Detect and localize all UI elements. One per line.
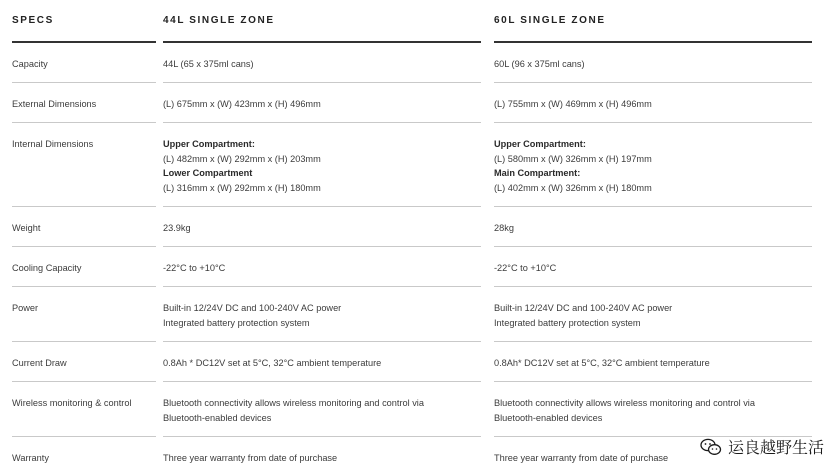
spec-value-a <box>163 356 381 371</box>
spec-value-a <box>163 221 191 236</box>
spec-label: Current Draw <box>12 358 67 368</box>
spec-value-line: (L) 755mm x (W) 469mm x (H) 496mm <box>494 99 652 109</box>
row-separator <box>163 341 481 342</box>
spec-value-b <box>494 301 672 330</box>
spec-label: Warranty <box>12 453 49 463</box>
spec-value-line: 0.8Ah* DC12V set at 5°C, 32°C ambient temperature <box>494 358 710 368</box>
spec-value-line: Three year warranty from date of purchase <box>494 453 669 463</box>
spec-value-line: 0.8Ah * DC12V set at 5°C, 32°C ambient temperature <box>163 358 382 368</box>
spec-value-line: (L) 675mm x (W) 423mm x (H) 496mm <box>163 99 321 109</box>
row-separator <box>163 286 481 287</box>
spec-label: Capacity <box>12 59 48 69</box>
spec-value-line: -22°C to +10°C <box>163 263 226 273</box>
spec-value-b <box>494 221 514 236</box>
watermark-text: 运良越野生活 <box>727 440 824 457</box>
spec-value-b <box>494 356 710 371</box>
row-separator <box>12 246 156 247</box>
spec-value-a <box>163 97 321 112</box>
compartment-heading: Lower Compartment <box>163 168 253 178</box>
row-separator <box>12 381 156 382</box>
spec-value-line: Integrated battery protection system <box>163 317 310 328</box>
row-separator <box>12 341 156 342</box>
model-a-header: 44L SINGLE ZONE <box>163 15 275 26</box>
spec-value-b <box>494 396 755 425</box>
row-separator <box>163 246 481 247</box>
spec-value-a <box>163 301 341 330</box>
row-separator <box>494 122 812 123</box>
spec-value-line: Built-in 12/24V DC and 100-240V AC power <box>494 303 673 313</box>
header-rule <box>494 41 812 43</box>
spec-value-a <box>163 396 424 425</box>
row-separator <box>494 82 812 83</box>
row-separator <box>163 436 481 437</box>
compartment-heading: Upper Compartment: <box>163 139 255 149</box>
spec-value-line: (L) 316mm x (W) 292mm x (H) 180mm <box>163 182 321 193</box>
row-separator <box>494 341 812 342</box>
spec-value-line: (L) 482mm x (W) 292mm x (H) 203mm <box>163 153 321 164</box>
spec-value-line: 44L (65 x 375ml cans) <box>163 59 254 69</box>
row-separator <box>163 82 481 83</box>
row-separator <box>12 82 156 83</box>
spec-value-line: (L) 580mm x (W) 326mm x (H) 197mm <box>494 153 652 164</box>
spec-value-line: Bluetooth-enabled devices <box>163 412 272 423</box>
compartment-heading: Upper Compartment: <box>494 139 586 149</box>
row-separator <box>494 286 812 287</box>
row-separator <box>494 246 812 247</box>
watermark <box>700 435 824 458</box>
spec-value-line: 28kg <box>494 223 514 233</box>
spec-value-b <box>494 451 668 466</box>
spec-value-a <box>163 261 225 276</box>
spec-label: External Dimensions <box>12 99 97 109</box>
row-separator <box>494 381 812 382</box>
spec-value-line: (L) 402mm x (W) 326mm x (H) 180mm <box>494 182 652 193</box>
spec-value-line: 23.9kg <box>163 223 191 233</box>
spec-value-a <box>163 57 254 72</box>
spec-value-line: Three year warranty from date of purchase <box>163 453 338 463</box>
spec-value-line: 60L (96 x 375ml cans) <box>494 59 585 69</box>
spec-value-b <box>494 261 556 276</box>
spec-label: Power <box>12 303 39 313</box>
header-rule <box>163 41 481 43</box>
spec-value-line: -22°C to +10°C <box>494 263 557 273</box>
compartment-heading: Main Compartment: <box>494 168 581 178</box>
spec-label: Internal Dimensions <box>12 139 94 149</box>
spec-label: Wireless monitoring & control <box>12 398 132 408</box>
row-separator <box>163 122 481 123</box>
model-b-header: 60L SINGLE ZONE <box>494 15 606 26</box>
spec-value-a <box>163 451 337 466</box>
spec-label: Cooling Capacity <box>12 263 82 273</box>
row-separator <box>163 381 481 382</box>
spec-value-line: Bluetooth connectivity allows wireless monitoring and control via <box>163 398 424 408</box>
row-separator <box>12 206 156 207</box>
spec-value-b <box>494 57 585 72</box>
spec-value-line: Bluetooth connectivity allows wireless monitoring and control via <box>494 398 755 408</box>
spec-value-line: Bluetooth-enabled devices <box>494 412 603 423</box>
row-separator <box>12 286 156 287</box>
spec-value-b <box>494 97 652 112</box>
row-separator <box>12 122 156 123</box>
spec-value-b <box>494 137 652 195</box>
spec-value-a <box>163 137 321 195</box>
row-separator <box>163 206 481 207</box>
row-separator <box>12 436 156 437</box>
row-separator <box>494 206 812 207</box>
header-rule <box>12 41 156 43</box>
spec-value-line: Integrated battery protection system <box>494 317 641 328</box>
spec-value-line: Built-in 12/24V DC and 100-240V AC power <box>163 303 342 313</box>
specs-header: SPECS <box>12 15 54 26</box>
wechat-icon <box>700 438 722 456</box>
spec-label: Weight <box>12 223 41 233</box>
